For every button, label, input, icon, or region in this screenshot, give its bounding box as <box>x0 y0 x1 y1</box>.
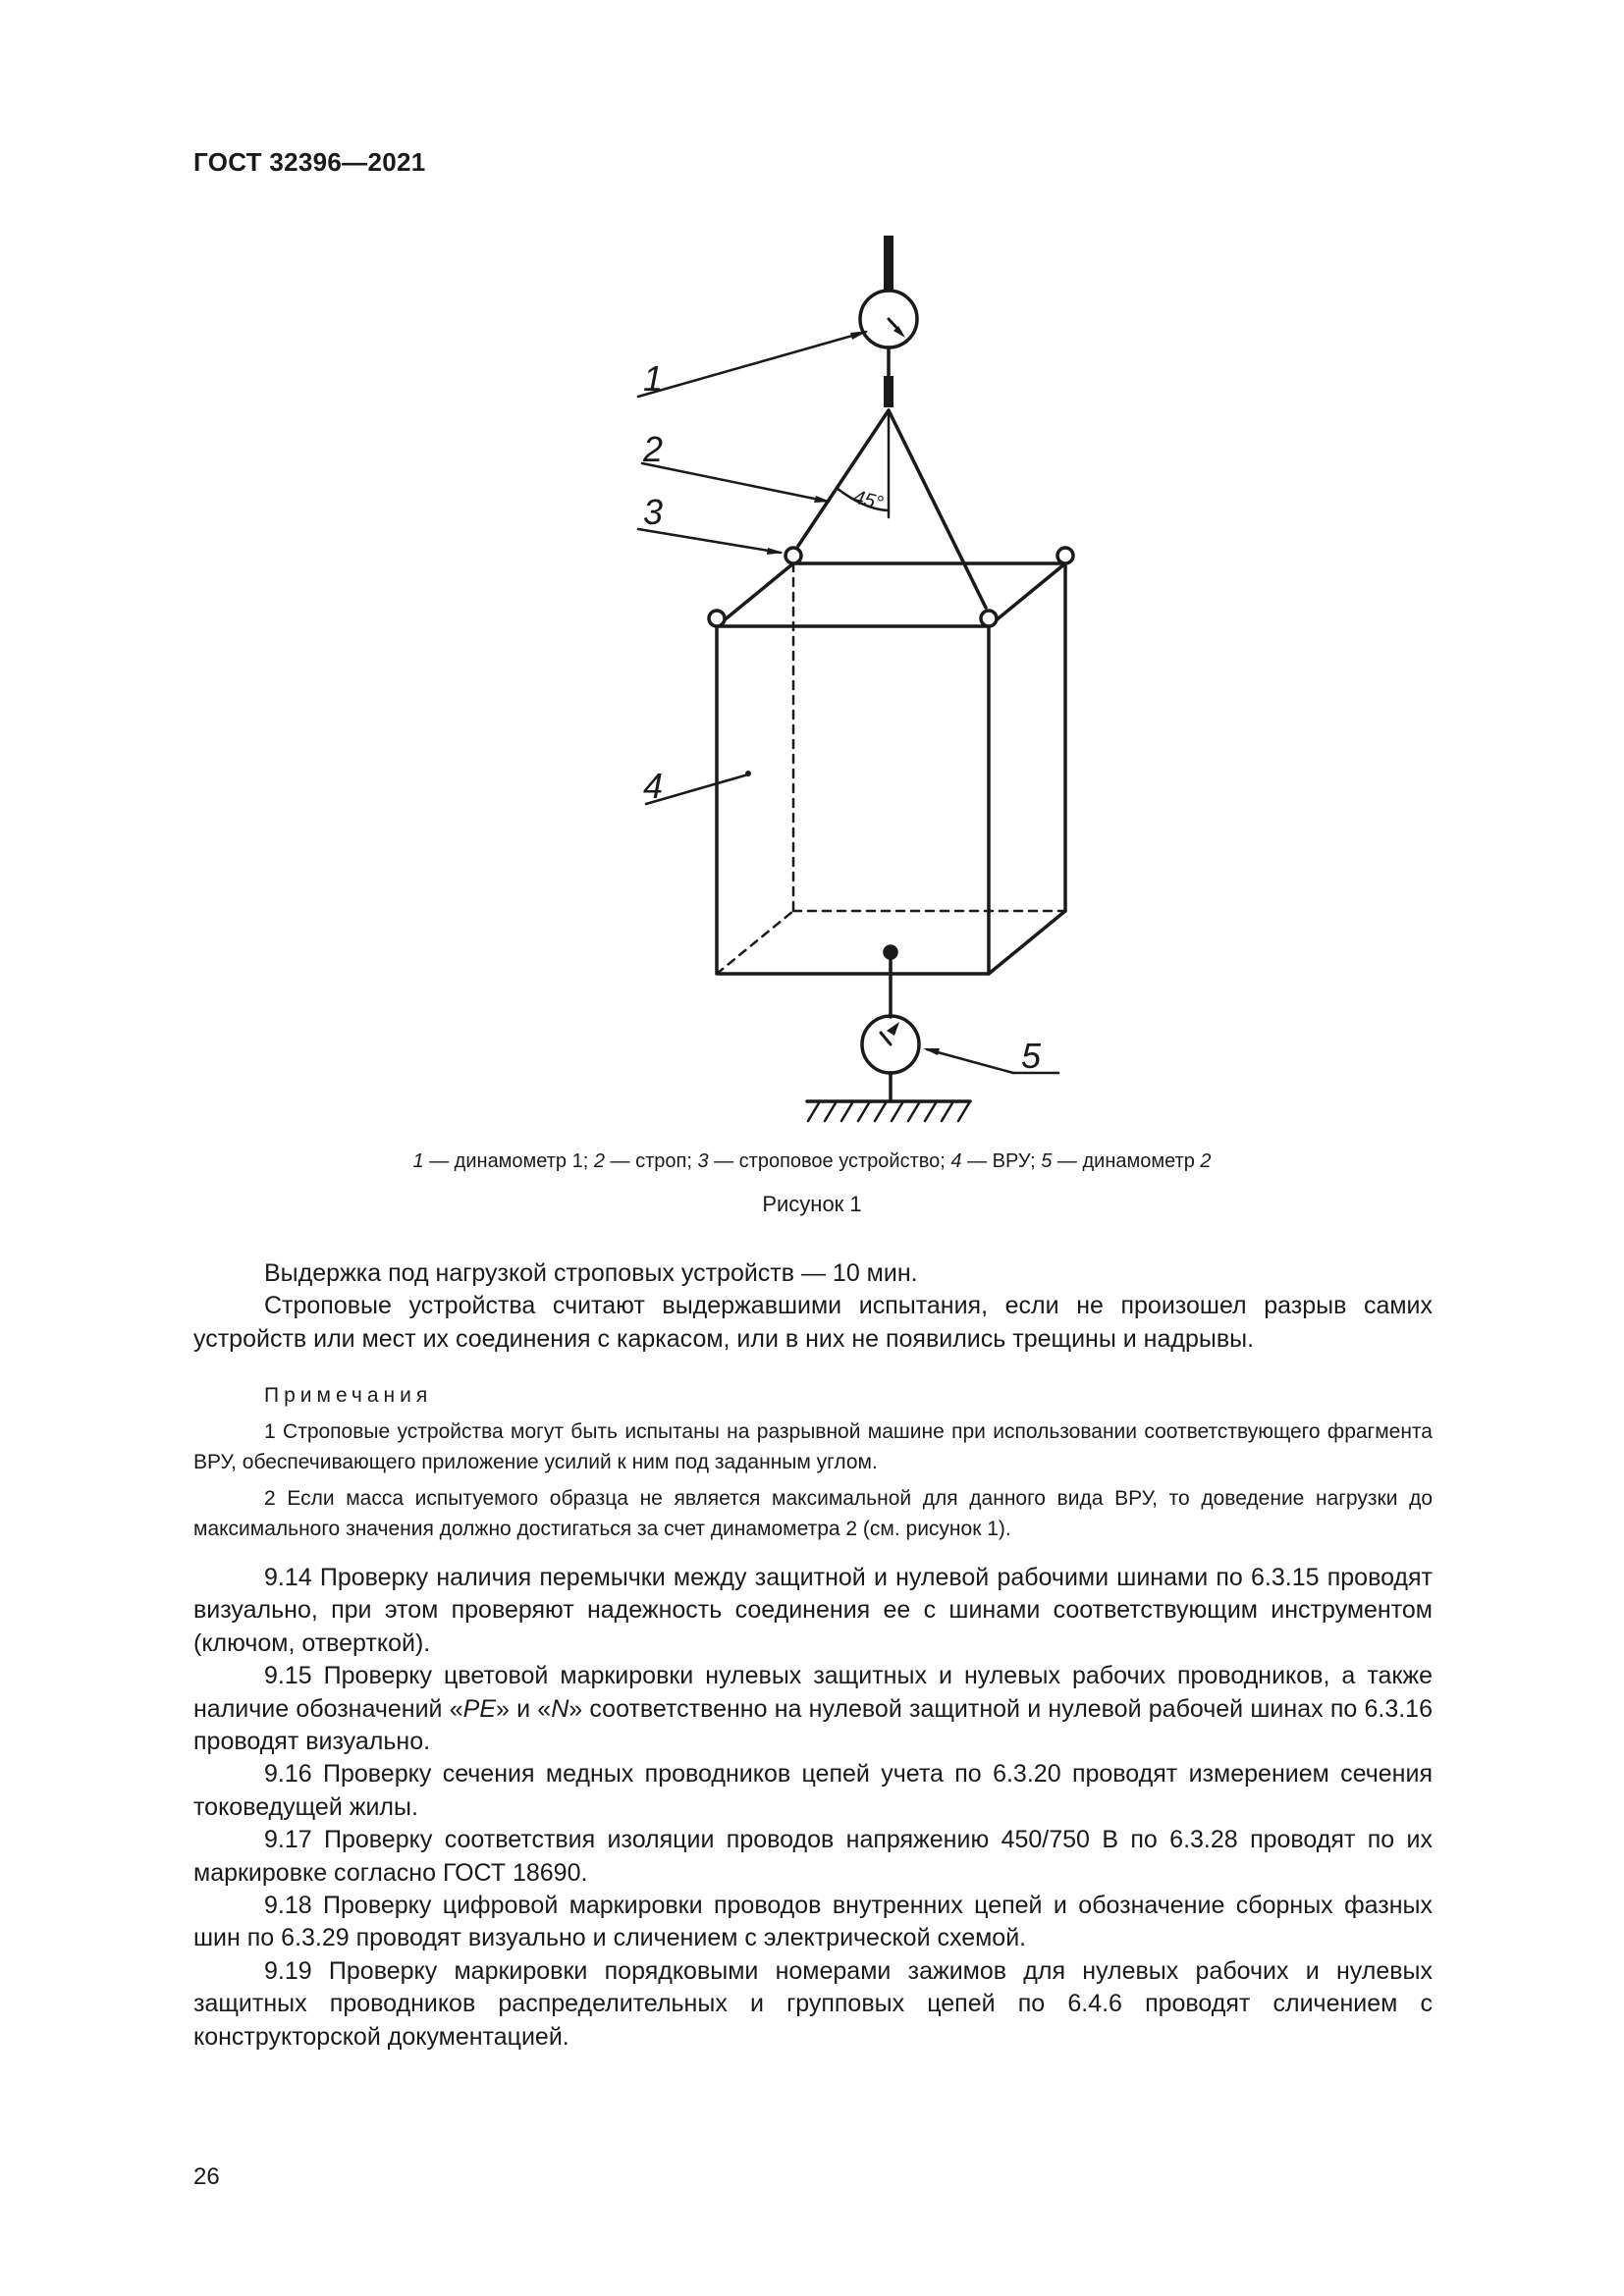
section-9-18: 9.18 Проверку цифровой маркировки проводов внутренних цепей и обозначение сборных фазных шин по 6.3.29 проводят визуально и сличением с электрической схемой. <box>193 1892 1433 1952</box>
section-9-17: 9.17 Проверку соответствия изоляции проводов напряжению 450/750 В по 6.3.28 проводят по их маркировке согласно ГОСТ 18690. <box>193 1826 1433 1887</box>
figure-legend: 1 — динамометр 1; 2 — строп; 3 — строповое устройство; 4 — ВРУ; 5 — динамометр 2 <box>412 1150 1212 1172</box>
notes-heading: Примечания <box>264 1384 433 1407</box>
sling-left <box>798 410 889 546</box>
section-9-19: 9.19 Проверку маркировки порядковыми номерами зажимов для нулевых рабочих и нулевых защитных проводников распределительных и групповых цепей по 6.4.6 проводят сличением с конструкторской документацией. <box>193 1956 1433 2051</box>
body-intro <box>193 1257 1433 1356</box>
label-2: 2 <box>643 429 664 469</box>
note-1: 1 Строповые устройства могут быть испытаны на разрывной машине при использовании соответствующего фрагмента ВРУ, обеспечивающего приложение усилий к ним под заданным углом. <box>193 1420 1433 1473</box>
figure-1-diagram <box>0 0 1624 1139</box>
figure-title: Рисунок 1 <box>762 1192 862 1216</box>
label-1: 1 <box>643 358 664 399</box>
label-4: 4 <box>643 766 664 806</box>
section-9-15: 9.15 Проверку цветовой маркировки нулевых защитных и нулевых рабочих проводников, а также наличие обозначений «PE» и «N» соответственно на нулевой защитной и нулевой рабочей шинах по 6.3.16 проводят визуально. <box>193 1662 1433 1756</box>
section-9-14: 9.14 Проверку наличия перемычки между защитной и нулевой рабочими шинами по 6.3.15 проводят визуально, при этом проверяют надежность соединения ее с шинами соответствующим инструментом (ключом, отверткой). <box>193 1564 1433 1657</box>
angle-label: 45° <box>850 486 886 515</box>
lifting-ring <box>709 611 725 626</box>
section-9-16: 9.16 Проверку сечения медных проводников цепей учета по 6.3.20 проводят измерением сечения токоведущей жилы. <box>193 1760 1433 1821</box>
label-3: 3 <box>643 492 664 532</box>
cabinet-front <box>717 626 989 974</box>
lifting-ring <box>1057 548 1073 563</box>
notes-block <box>193 1380 1433 1550</box>
body-sections <box>193 1562 1433 2054</box>
page-number: 26 <box>193 2163 220 2190</box>
lifting-ring <box>981 611 997 626</box>
lifting-ring <box>785 548 801 563</box>
note-2: 2 Если масса испытуемого образца не является максимальной для данного вида ВРУ, то доведение нагрузки до максимального значения должно достигаться за счет динамометра 2 (см. рисунок 1). <box>193 1487 1433 1540</box>
paragraph: Выдержка под нагрузкой строповых устройств — 10 мин. <box>264 1259 918 1287</box>
paragraph: Строповые устройства считают выдержавшими испытания, если не произошел разрыв самих устройств или мест их соединения с каркасом, или в них не появились трещины и надрывы. <box>193 1292 1433 1353</box>
label-5: 5 <box>1021 1036 1042 1076</box>
document-header: ГОСТ 32396—2021 <box>193 147 426 177</box>
sling-right <box>889 410 986 608</box>
